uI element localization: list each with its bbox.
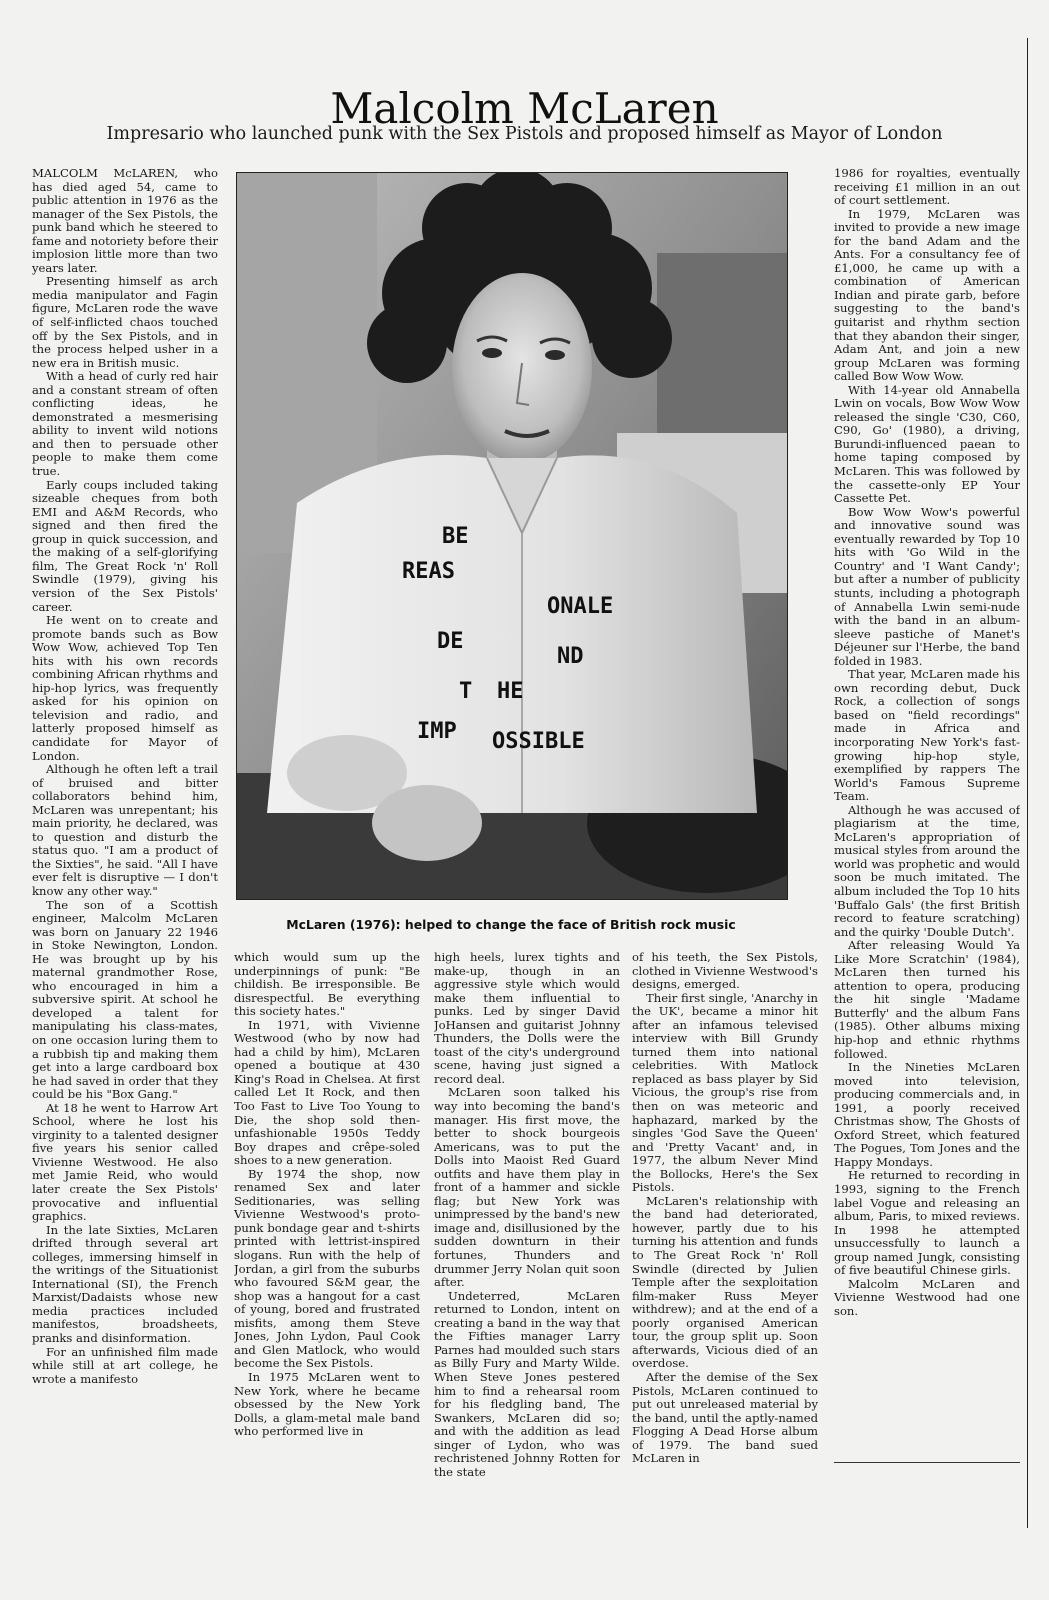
paragraph: of his teeth, the Sex Pistols, clothed in Vivienne Westwood's designs, emerged. xyxy=(632,951,818,992)
slogan-word: IMP xyxy=(417,719,457,744)
paragraph: Bow Wow Wow's powerful and innovative sound was eventually rewarded by Top 10 hits with 'Go Wild in the Country' and 'I Want Candy'; but after a number of publicity stunts, including a photograph of Annabella Lwin semi-nude with the band in an album-sleeve pastiche of Manet's Déjeuner sur l'Herbe, the band folded in 1983. xyxy=(834,504,1020,668)
paragraph: He returned to recording in 1993, signing to the French label Vogue and releasing an album, Paris, to mixed reviews. In 1998 he attempted unsuccessfully to launch a group named Jungk, consisting of five beautiful Chinese girls. xyxy=(834,1168,1020,1278)
paragraph: McLaren's relationship with the band had deteriorated, however, partly due to his turning his attention and funds to The Great Rock 'n' Roll Swindle (directed by Julien Temple after the sexploitation film-maker Russ Meyer withdrew); and at the end of a poorly organised American tour, the group split up. Soon afterwards, Vicious died of an overdose. xyxy=(632,1193,818,1371)
paragraph: At 18 he went to Harrow Art School, where he lost his virginity to a talented designer five years his senior called Vivienne Westwood. He also met Jamie Reid, who would later create the Sex Pistols' provocative and influential graphics. xyxy=(32,1100,218,1224)
slogan-word: REAS xyxy=(402,559,455,584)
paragraph: Early coups included taking sizeable cheques from both EMI and A&M Records, who signed and then fired the group in quick succession, and the making of a self-glorifying film, The Great Rock 'n' Roll Swindle (1979), giving his version of the Sex Pistols' career. xyxy=(32,477,218,614)
column-rule xyxy=(1027,38,1028,1528)
paragraph: Malcolm McLaren and Vivienne Westwood had one son. xyxy=(834,1276,1020,1318)
slogan-word: T xyxy=(459,679,473,704)
slogan-word: BE xyxy=(442,524,469,549)
paragraph: In 1979, McLaren was invited to provide a new image for the band Adam and the Ants. For a consultancy fee of £1,000, he came up with a combination of American Indian and pirate garb, before suggesting to the band's guitarist and rhythm section that they abandon their singer, Adam Ant, and join a new group McLaren was forming called Bow Wow Wow. xyxy=(834,206,1020,384)
slogan-word: OSSIBLE xyxy=(492,729,585,754)
text-column-5 xyxy=(834,167,1020,1457)
paragraph: In the Nineties McLaren moved into television, producing commercials and, in 1991, a poorly received Christmas show, The Ghosts of Oxford Street, which featured The Pogues, Tom Jones and the Happy Mondays. xyxy=(834,1060,1020,1169)
slogan-word: HE xyxy=(497,679,524,704)
paragraph: He went on to create and promote bands such as Bow Wow Wow, achieved Top Ten hits with his own records combining African rhythms and hip-hop lyrics, was frequently asked for his opinion on television and radio, and latterly proposed himself as candidate for Mayor of London. xyxy=(32,613,218,763)
slogan-word: ND xyxy=(557,644,584,669)
paragraph: That year, McLaren made his own recording debut, Duck Rock, a collection of songs based on "field recordings" made in Africa and incorporating New York's fast-growing hip-hop style, exemplified by rappers The World's Famous Supreme Team. xyxy=(834,667,1020,804)
headline: Malcolm McLaren xyxy=(330,84,719,134)
paragraph: which would sum up the underpinnings of punk: "Be childish. Be irresponsible. Be disrespectful. Be everything this society hates." xyxy=(234,951,420,1019)
paragraph: Although he was accused of plagiarism at the time, McLaren's appropriation of musical styles from around the world was prophetic and would soon be much imitated. The album included the Top 10 hits 'Buffalo Gals' (the first British record to feature scratching) and the quirky 'Double Dutch'. xyxy=(834,802,1020,939)
portrait-photo xyxy=(236,172,788,900)
paragraph: 1986 for royalties, eventually receiving £1 million in an out of court settlement. xyxy=(834,167,1020,208)
paragraph: After the demise of the Sex Pistols, McLaren continued to put out unreleased material by the band, until the aptly-named Flogging A Dead Horse album of 1979. The band sued McLaren in xyxy=(632,1369,818,1466)
photo-caption: McLaren (1976): helped to change the face of British rock music xyxy=(286,917,736,932)
end-rule xyxy=(834,1462,1020,1463)
paragraph: By 1974 the shop, now renamed Sex and later Seditionaries, was selling Vivienne Westwood's proto-punk bondage gear and t-shirts printed with lettrist-inspired slogans. Run with the help of Jordan, a girl from the suburbs who favoured S&M gear, the shop was a hangout for a cast of young, bored and frustrated misfits, among them Steve Jones, John Lydon, Paul Cook and Glen Matlock, who would become the Sex Pistols. xyxy=(234,1166,420,1371)
text-column-4 xyxy=(632,951,818,1507)
paragraph: In the late Sixties, McLaren drifted through several art colleges, immersing himself in the writings of the Situationist International (SI), the French Marxist/Dadaists whose new media practices included manifestos, broadsheets, pranks and disinformation. xyxy=(32,1222,218,1346)
paragraph: In 1975 McLaren went to New York, where he became obsessed by the New York Dolls, a glam-metal male band who performed live in xyxy=(234,1369,420,1439)
paragraph: For an unfinished film made while still at art college, he wrote a manifesto xyxy=(32,1344,218,1386)
paragraph: With 14-year old Annabella Lwin on vocals, Bow Wow Wow released the single 'C30, C60, C90, Go' (1980), a driving, Burundi-influenced paean to home taping composed by McLaren. This was followed by the cassette-only EP Your Cassette Pet. xyxy=(834,382,1020,506)
text-column-1 xyxy=(32,167,218,1507)
text-column-3 xyxy=(434,951,620,1507)
slogan-word: DE xyxy=(437,629,464,654)
standfirst: Impresario who launched punk with the Sex Pistols and proposed himself as Mayor of London xyxy=(106,124,943,144)
paragraph: After releasing Would Ya Like More Scratchin' (1984), McLaren then turned his attention to opera, producing the hit single 'Madame Butterfly' and the album Fans (1985). Other albums mixing hip-hop and ethnic rhythms followed. xyxy=(834,938,1020,1061)
paragraph: Although he often left a trail of bruised and bitter collaborators behind him, McLaren was unrepentant; his main priority, he declared, was to question and disturb the status quo. "I am a product of the Sixties", he said. "All I have ever felt is disruptive — I don't know any other way." xyxy=(32,762,218,898)
paragraph: With a head of curly red hair and a constant stream of often conflicting ideas, he demonstrated a mesmerising ability to invent wild notions and then to persuade other people to make them come true. xyxy=(32,369,218,479)
paragraph: high heels, lurex tights and make-up, though in an aggressive style which would make them influential to punks. Led by singer David JoHansen and guitarist Johnny Thunders, the Dolls were the toast of the city's underground scene, having just signed a record deal. xyxy=(434,951,620,1086)
paragraph: The son of a Scottish engineer, Malcolm McLaren was born on January 22 1946 in Stoke Newington, London. He was brought up by his maternal grandmother Rose, who encouraged in him a subversive spirit. At school he developed a talent for manipulating his class-mates, on one occasion luring them to a rubbish tip and making them get into a large cardboard box he had saved in order that they could be his "Box Gang." xyxy=(32,897,218,1102)
paragraph: Their first single, 'Anarchy in the UK', became a minor hit after an infamous televised interview with Bill Grundy turned them into national celebrities. With Matlock replaced as bass player by Sid Vicious, the group's rise from then on was meteoric and haphazard, marked by the singles 'God Save the Queen' and 'Pretty Vacant' and, in 1977, the album Never Mind the Bollocks, Here's the Sex Pistols. xyxy=(632,990,818,1195)
photo-illustration xyxy=(237,173,787,899)
paragraph: Undeterred, McLaren returned to London, intent on creating a band in the way that the Fifties manager Larry Parnes had moulded such stars as Billy Fury and Marty Wilde. When Steve Jones pestered him to find a rehearsal room for his fledgling band, The Swankers, McLaren did so; and with the addition as lead singer of Lydon, who was rechristened Johnny Rotten for the state xyxy=(434,1288,620,1479)
paragraph: McLaren soon talked his way into becoming the band's manager. His first move, the better to shock bourgeois Americans, was to put the Dolls into Maoist Red Guard outfits and have them play in front of a hammer and sickle flag; but New York was unimpressed by the band's new image and, disillusioned by the sudden downturn in their fortunes, Thunders and drummer Jerry Nolan quit soon after. xyxy=(434,1085,620,1290)
paragraph: Presenting himself as arch media manipulator and Fagin figure, McLaren rode the wave of self-inflicted chaos touched off by the Sex Pistols, and in the process helped usher in a new era in British music. xyxy=(32,274,218,370)
paragraph: MALCOLM McLAREN, who has died aged 54, came to public attention in 1976 as the manager of the Sex Pistols, the punk band which he steered to fame and notoriety before their implosion little more than two years later. xyxy=(32,167,218,275)
paragraph: In 1971, with Vivienne Westwood (who by now had had a child by him), McLaren opened a boutique at 430 King's Road in Chelsea. At first called Let It Rock, and then Too Fast to Live Too Young to Die, the shop sold then-unfashionable 1950s Teddy Boy drapes and crêpe-soled shoes to a new generation. xyxy=(234,1017,420,1168)
slogan-word: ONALE xyxy=(547,594,614,619)
text-column-2 xyxy=(234,951,420,1507)
